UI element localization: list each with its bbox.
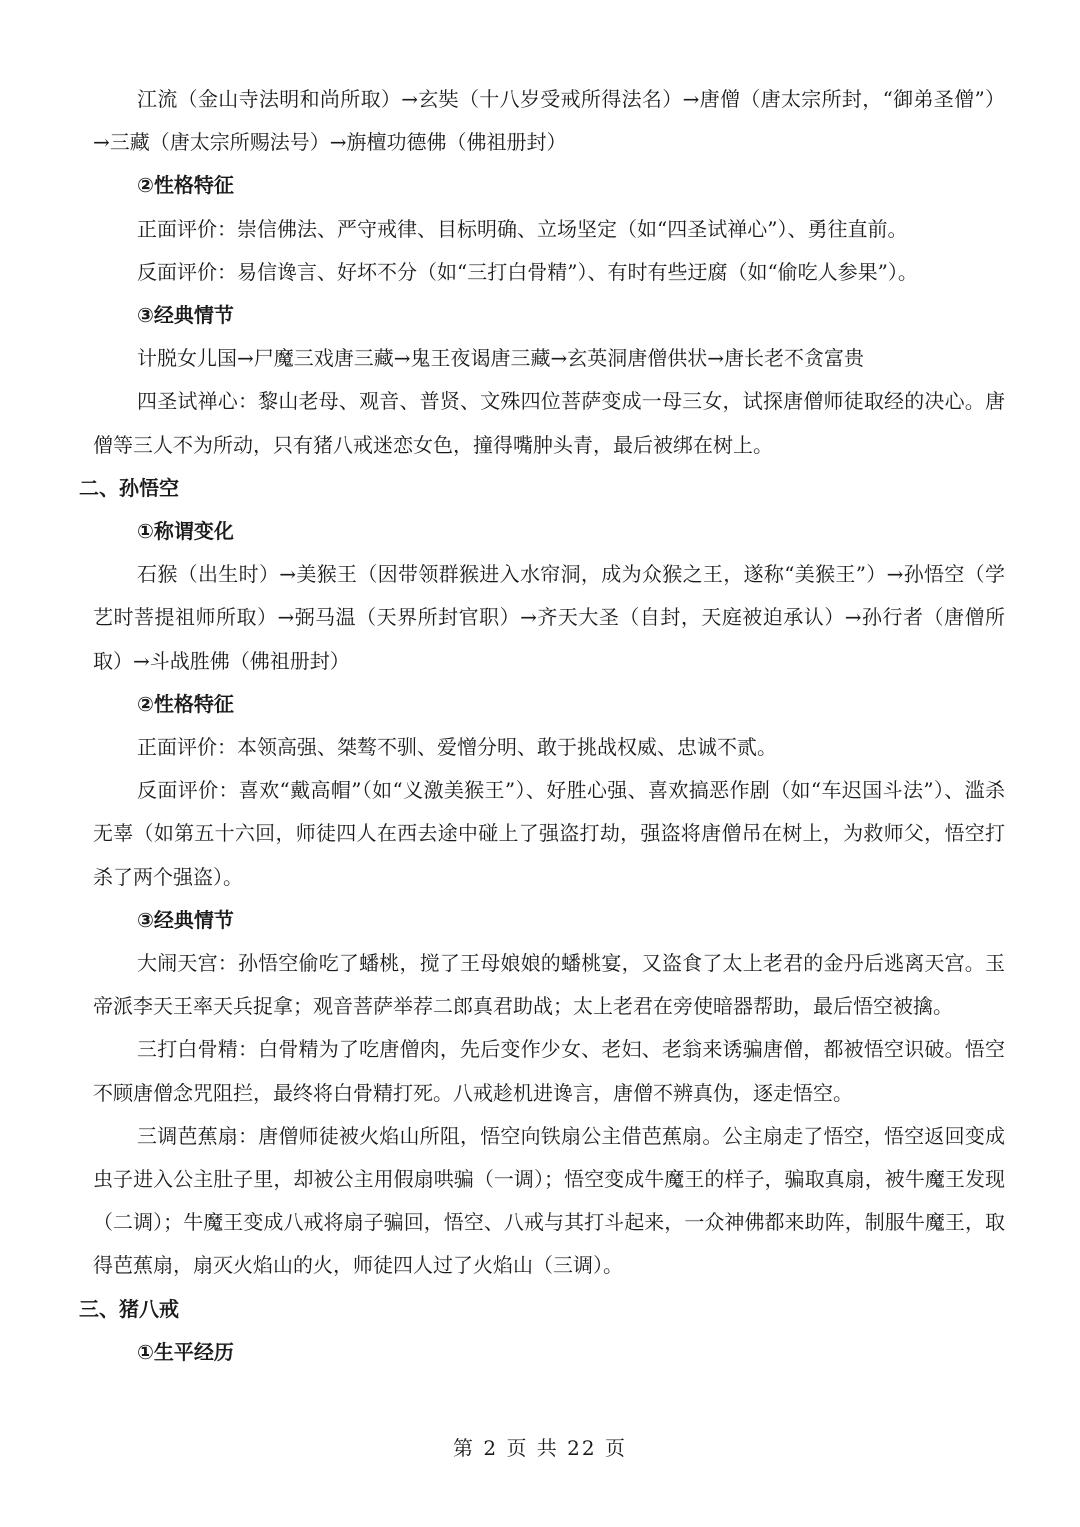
paragraph: 计脱女儿国→尸魔三戏唐三藏→鬼王夜谒唐三藏→玄英洞唐僧供状→唐长老不贪富贵 (137, 346, 865, 371)
paragraph: 正面评价：本领高强、桀骜不驯、爱憎分明、敢于挑战权威、忠诚不贰。 (137, 735, 777, 760)
paragraph-continued: 江流（金山寺法明和尚所取）→玄奘（十八岁受戒所得法名）→唐僧（唐太宗所封，“御弟圣僧”）→三藏（唐太宗所赐法号）→旃檀功德佛（佛祖册封） (93, 87, 1005, 155)
subsection-heading: ②性格特征 (137, 691, 234, 716)
page-footer: 第 2 页 共 22 页 (453, 1436, 627, 1460)
subsection-heading: ③经典情节 (137, 907, 234, 932)
paragraph: 三打白骨精：白骨精为了吃唐僧肉，先后变作少女、老妇、老翁来诱骗唐僧，都被悟空识破。悟空不顾唐僧念咒阻拦，最终将白骨精打死。八戒趁机进谗言，唐僧不辨真伪，逐走悟空。 (93, 1037, 1005, 1105)
subsection-heading: ①称谓变化 (137, 519, 234, 544)
subsection-heading: ②性格特征 (137, 173, 234, 198)
paragraph: 石猴（出生时）→美猴王（因带领群猴进入水帘洞，成为众猴之王，遂称“美猴王”）→孙悟空（学艺时菩提祖师所取）→弼马温（天界所封官职）→齐天大圣（自封，天庭被迫承认）→孙行者（唐僧所取）→斗战胜佛（佛祖册封） (93, 562, 1005, 673)
paragraph: 大闹天宫：孙悟空偷吃了蟠桃，搅了王母娘娘的蟠桃宴，又盗食了太上老君的金丹后逃离天宫。玉帝派李天王率天兵捉拿；观音菩萨举荐二郎真君助战；太上老君在旁使暗器帮助，最后悟空被擒。 (93, 951, 1005, 1019)
section-heading: 三、猪八戒 (79, 1296, 179, 1321)
subsection-heading: ①生平经历 (137, 1339, 234, 1364)
paragraph: 反面评价：喜欢“戴高帽”（如“义激美猴王”）、好胜心强、喜欢搞恶作剧（如“车迟国斗法”）、滥杀无辜（如第五十六回，师徒四人在西去途中碰上了强盗打劫，强盗将唐僧吊在树上，为救师父，悟空打杀了两个强盗）。 (93, 778, 1005, 889)
section-heading: 二、孙悟空 (79, 475, 179, 500)
page-body (79, 78, 1005, 1374)
paragraph: 四圣试禅心：黎山老母、观音、普贤、文殊四位菩萨变成一母三女，试探唐僧师徒取经的决心。唐僧等三人不为所动，只有猪八戒迷恋女色，撞得嘴肿头青，最后被绑在树上。 (93, 389, 1005, 457)
paragraph: 正面评价：崇信佛法、严守戒律、目标明确、立场坚定（如“四圣试禅心”）、勇往直前。 (137, 216, 908, 241)
subsection-heading: ③经典情节 (137, 303, 234, 328)
paragraph: 反面评价：易信谗言、好坏不分（如“三打白骨精”）、有时有些迂腐（如“偷吃人参果”）。 (137, 259, 918, 284)
paragraph: 三调芭蕉扇：唐僧师徒被火焰山所阻，悟空向铁扇公主借芭蕉扇。公主扇走了悟空，悟空返回变成虫子进入公主肚子里，却被公主用假扇哄骗（一调）；悟空变成牛魔王的样子，骗取真扇，被牛魔王发现（二调）；牛魔王变成八戒将扇子骗回，悟空、八戒与其打斗起来，一众神佛都来助阵，制服牛魔王，取得芭蕉扇，扇灭火焰山的火，师徒四人过了火焰山（三调）。 (93, 1123, 1005, 1278)
